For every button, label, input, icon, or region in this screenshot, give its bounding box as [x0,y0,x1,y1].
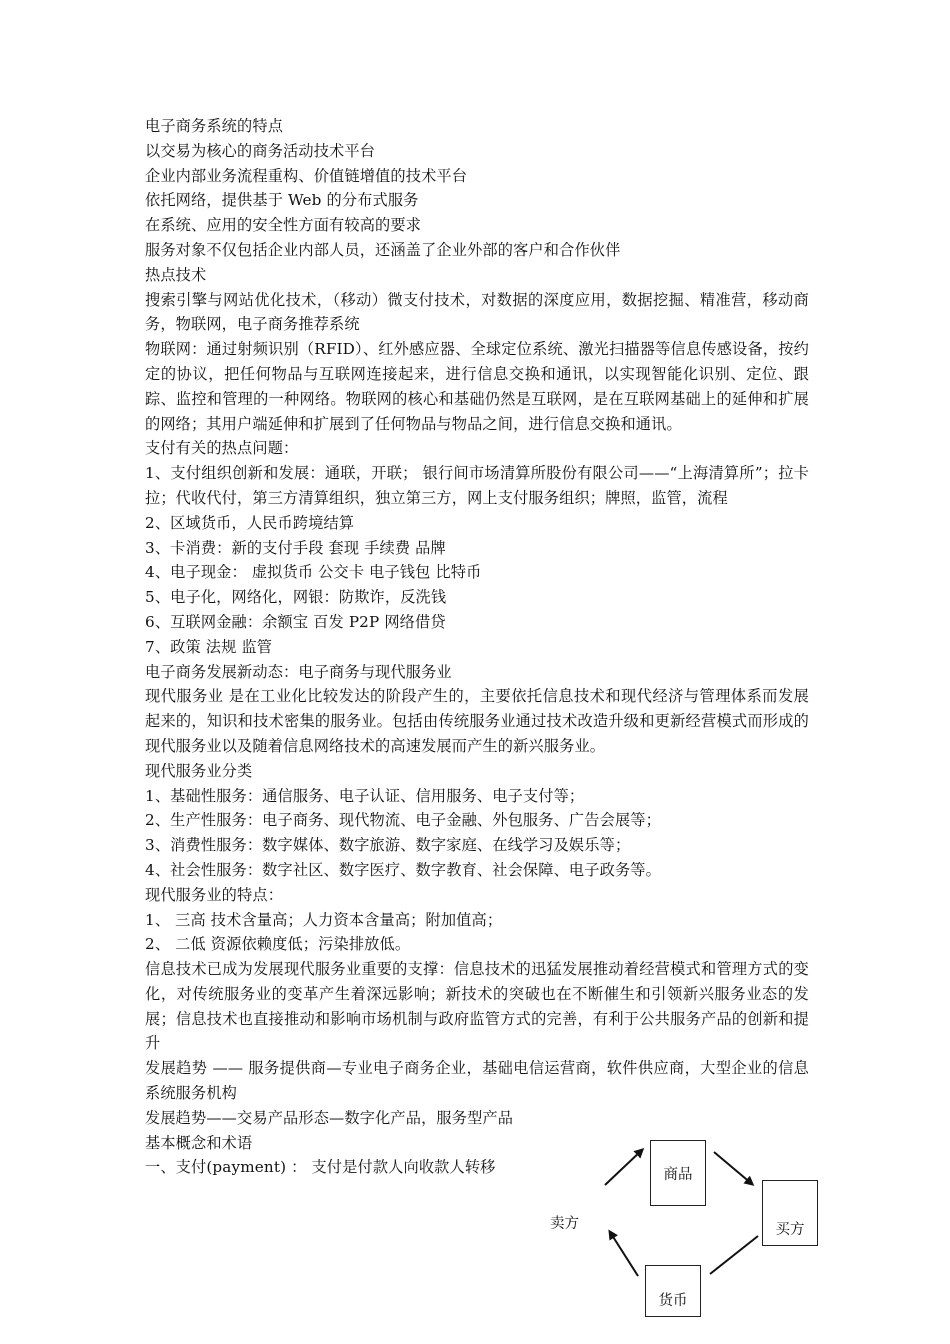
transaction-cycle-diagram [540,1130,840,1330]
heading-new-dynamics: 电子商务发展新动态：电子商务与现代服务业 [145,662,452,681]
list-item: 3、消费性服务：数字媒体、数字旅游、数字家庭、在线学习及娱乐等； [145,836,631,855]
heading-basic-concepts: 基本概念和术语 [145,1133,253,1152]
goods-box [650,1140,706,1206]
buyer-box [762,1180,818,1246]
heading-payment-issues: 支付有关的热点问题： [145,439,299,458]
paragraph-payment-definition: 一、支付(payment) ： 支付是付款人向收款人转移 [145,1158,496,1177]
list-item: 2、生产性服务：电子商务、现代物流、电子金融、外包服务、广告会展等； [145,811,661,830]
arrow-goods-to-buyer [714,1152,752,1184]
paragraph-line: 在系统、应用的安全性方面有较高的要求 [145,216,422,235]
money-box [645,1265,701,1317]
list-item: 4、社会性服务：数字社区、数字医疗、数字教育、社会保障、电子政务等。 [145,860,661,879]
paragraph-line: 服务对象不仅包括企业内部人员，还涵盖了企业外部的客户和合作伙伴 [145,240,621,259]
paragraph-line: 依托网络，提供基于 Web 的分布式服务 [145,191,419,210]
list-item: 1、 三高 技术含量高；人力资本含量高；附加值高； [145,910,503,929]
heading-service-features: 现代服务业的特点： [145,885,284,904]
paragraph-line: 以交易为核心的商务活动技术平台 [145,141,376,160]
paragraph-iot: 物联网：通过射频识别（RFID）、红外感应器、全球定位系统、激光扫描器等信息传感设备，按约定的协议，把任何物品与互联网连接起来，进行信息交换和通讯，以实现智能化识别、定位、跟踪、监控和管理的一种网络。物联网的核心和基础仍然是互联网，是在互联网基础上的延伸和扩展的网络；其用户端延伸和扩展到了任何物品与物品之间，进行信息交换和通讯。 [145,340,809,433]
heading-ec-system-features: 电子商务系统的特点 [145,117,284,135]
list-item: 6、互联网金融：余额宝 百发 P2P 网络借贷 [145,612,446,631]
goods-label: 商品 [663,1166,693,1183]
list-item: 1、基础性服务：通信服务、电子认证、信用服务、电子支付等； [145,786,585,805]
paragraph-hot-tech: 搜索引擎与网站优化技术，（移动）微支付技术，对数据的深度应用，数据挖掘、精准营，移动商务，物联网，电子商务推荐系统 [145,290,809,334]
list-item: 7、政策 法规 监管 [145,637,273,656]
paragraph-trend-products: 发展趋势——交易产品形态—数字化产品，服务型产品 [145,1108,514,1127]
arrow-money-to-seller [610,1232,638,1276]
arrow-seller-to-goods [605,1150,642,1185]
arrow-buyer-to-money [710,1236,758,1274]
paragraph-trend-providers: 发展趋势 —— 服务提供商—专业电子商务企业，基础电信运营商，软件供应商，大型企业的信息系统服务机构 [145,1059,809,1103]
list-item: 1、支付组织创新和发展：通联，开联； 银行间市场清算所股份有限公司——“上海清算所”；拉卡拉；代收代付，第三方清算组织，独立第三方，网上支付服务组织；牌照，监管，流程 [145,464,809,507]
list-item: 2、 二低 资源依赖度低；污染排放低。 [145,935,411,954]
heading-service-categories: 现代服务业分类 [145,761,253,780]
seller-label: 卖方 [550,1216,579,1232]
paragraph-line: 企业内部业务流程重构、价值链增值的技术平台 [145,166,468,185]
heading-hot-tech: 热点技术 [145,265,207,284]
buyer-label: 买方 [775,1222,805,1238]
paragraph-it-support: 信息技术已成为发展现代服务业重要的支撑：信息技术的迅猛发展推动着经营模式和管理方式的变化，对传统服务业的变革产生着深远影响；新技术的突破也在不断催生和引领新兴服务业态的发展；信息技术也直接推动和影响市场机制与政府监管方式的完善，有利于公共服务产品的创新和提升 [145,960,809,1053]
money-label: 货币 [658,1293,688,1309]
list-item: 5、电子化，网络化，网银：防欺诈，反洗钱 [145,588,447,607]
list-item: 2、区域货币，人民币跨境结算 [145,513,355,532]
list-item: 3、卡消费：新的支付手段 套现 手续费 品牌 [145,538,446,557]
list-item: 4、电子现金： 虚拟货币 公交卡 电子钱包 比特币 [145,563,482,582]
document-body [145,114,809,1180]
paragraph-modern-services: 现代服务业 是在工业化比较发达的阶段产生的，主要依托信息技术和现代经济与管理体系而发展起来的，知识和技术密集的服务业。包括由传统服务业通过技术改造升级和更新经营模式而形成的现代服务业以及随着信息网络技术的高速发展而产生的新兴服务业。 [145,687,809,755]
